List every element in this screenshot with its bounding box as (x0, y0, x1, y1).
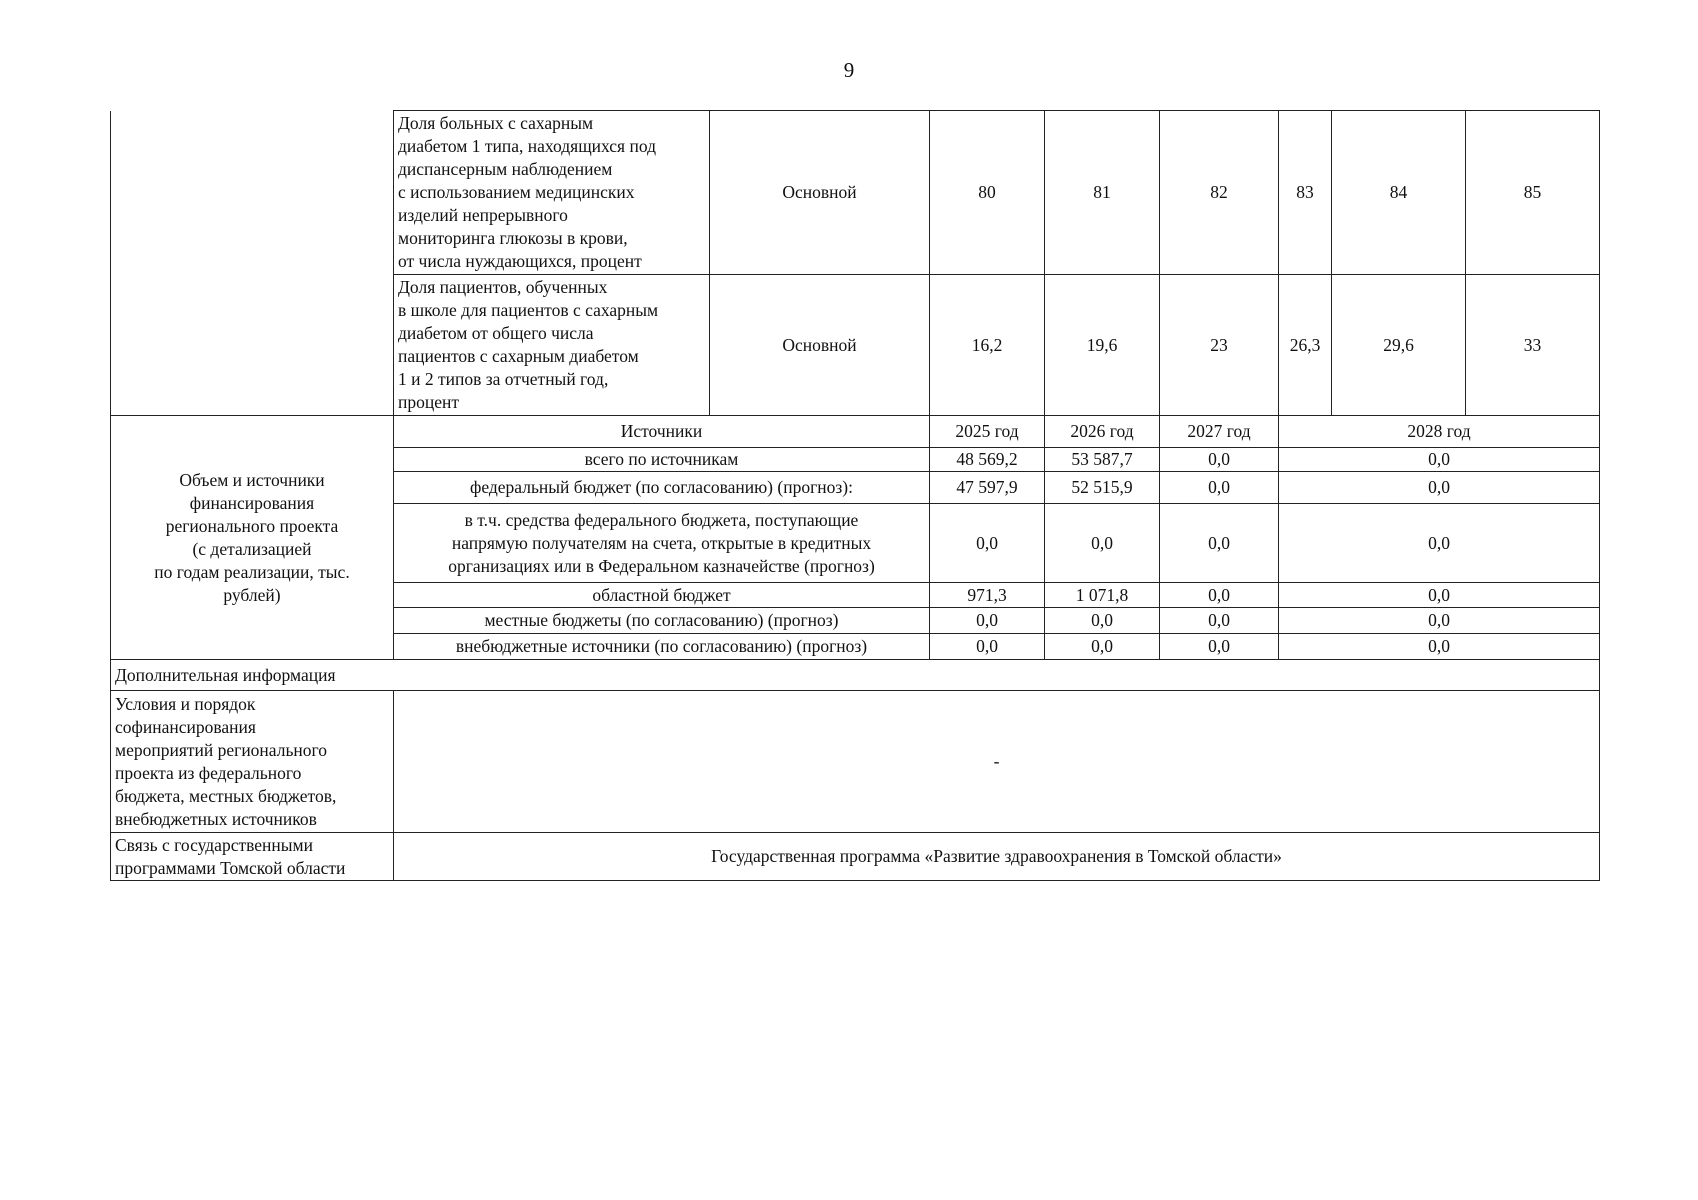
financing-value: 47 597,9 (930, 472, 1045, 504)
financing-label: Объем и источники финансирования регионального проекта (с детализацией по годам реализации, тыс. рублей) (111, 416, 394, 660)
financing-value: 0,0 (1279, 634, 1600, 660)
indicator-value: 23 (1160, 275, 1279, 416)
year-header: 2025 год (930, 416, 1045, 448)
project-table (110, 110, 1600, 881)
indicator-value: 29,6 (1332, 275, 1466, 416)
programs-row (111, 833, 1600, 881)
indicator-row (111, 275, 1600, 416)
programs-label: Связь с государственными программами Томской области (111, 833, 394, 881)
financing-value: 53 587,7 (1045, 448, 1160, 472)
indicator-value: 82 (1160, 111, 1279, 275)
indicator-value: 85 (1466, 111, 1600, 275)
financing-value: 0,0 (1279, 608, 1600, 634)
indicator-type: Основной (710, 111, 930, 275)
financing-value: 971,3 (930, 583, 1045, 608)
financing-value: 48 569,2 (930, 448, 1045, 472)
financing-value: 0,0 (1279, 448, 1600, 472)
indicator-value: 26,3 (1279, 275, 1332, 416)
financing-value: 0,0 (1160, 634, 1279, 660)
source-name: местные бюджеты (по согласованию) (прогноз) (394, 608, 930, 634)
financing-value: 0,0 (930, 504, 1045, 583)
indicator-value: 84 (1332, 111, 1466, 275)
page-number: 9 (843, 58, 855, 82)
year-header: 2027 год (1160, 416, 1279, 448)
additional-info-row (111, 660, 1600, 691)
financing-value: 0,0 (1045, 634, 1160, 660)
source-name: федеральный бюджет (по согласованию) (прогноз): (394, 472, 930, 504)
financing-value: 0,0 (1160, 504, 1279, 583)
additional-info-heading: Дополнительная информация (111, 660, 1600, 691)
financing-value: 0,0 (930, 634, 1045, 660)
indicator-value: 19,6 (1045, 275, 1160, 416)
year-header: 2028 год (1279, 416, 1600, 448)
cofinancing-row (111, 691, 1600, 833)
financing-value: 0,0 (1279, 504, 1600, 583)
source-name: внебюджетные источники (по согласованию) (прогноз) (394, 634, 930, 660)
source-name: в т.ч. средства федерального бюджета, поступающие напрямую получателям на счета, открытые в кредитных организациях или в Федеральном казначействе (прогноз) (394, 504, 930, 583)
indicator-value: 80 (930, 111, 1045, 275)
financing-value: 0,0 (1279, 472, 1600, 504)
financing-value: 0,0 (1160, 448, 1279, 472)
financing-value: 0,0 (1160, 583, 1279, 608)
financing-value: 52 515,9 (1045, 472, 1160, 504)
source-name: всего по источникам (394, 448, 930, 472)
indicator-value: 83 (1279, 111, 1332, 275)
cofinancing-label: Условия и порядок софинансирования мероприятий регионального проекта из федерального бюджета, местных бюджетов, внебюджетных источников (111, 691, 394, 833)
financing-value: 0,0 (1160, 472, 1279, 504)
indicator-value: 81 (1045, 111, 1160, 275)
indicator-type: Основной (710, 275, 930, 416)
financing-value: 0,0 (1160, 608, 1279, 634)
sources-header: Источники (394, 416, 930, 448)
financing-value: 0,0 (1045, 608, 1160, 634)
indicator-value: 16,2 (930, 275, 1045, 416)
blank-cell (111, 275, 394, 416)
indicator-row (111, 111, 1600, 275)
source-name: областной бюджет (394, 583, 930, 608)
financing-value: 0,0 (1279, 583, 1600, 608)
indicator-name: Доля больных с сахарным диабетом 1 типа, находящихся под диспансерным наблюдением с использованием медицинских изделий непрерывного мониторинга глюкозы в крови, от числа нуждающихся, процент (394, 111, 710, 275)
cofinancing-value: - (394, 691, 1600, 833)
year-header: 2026 год (1045, 416, 1160, 448)
financing-value: 1 071,8 (1045, 583, 1160, 608)
indicator-value: 33 (1466, 275, 1600, 416)
financing-header-row (111, 416, 1600, 448)
indicator-name: Доля пациентов, обученных в школе для пациентов с сахарным диабетом от общего числа пациентов с сахарным диабетом 1 и 2 типов за отчетный год, процент (394, 275, 710, 416)
blank-cell (111, 111, 394, 275)
financing-value: 0,0 (930, 608, 1045, 634)
financing-value: 0,0 (1045, 504, 1160, 583)
programs-value: Государственная программа «Развитие здравоохранения в Томской области» (394, 833, 1600, 881)
